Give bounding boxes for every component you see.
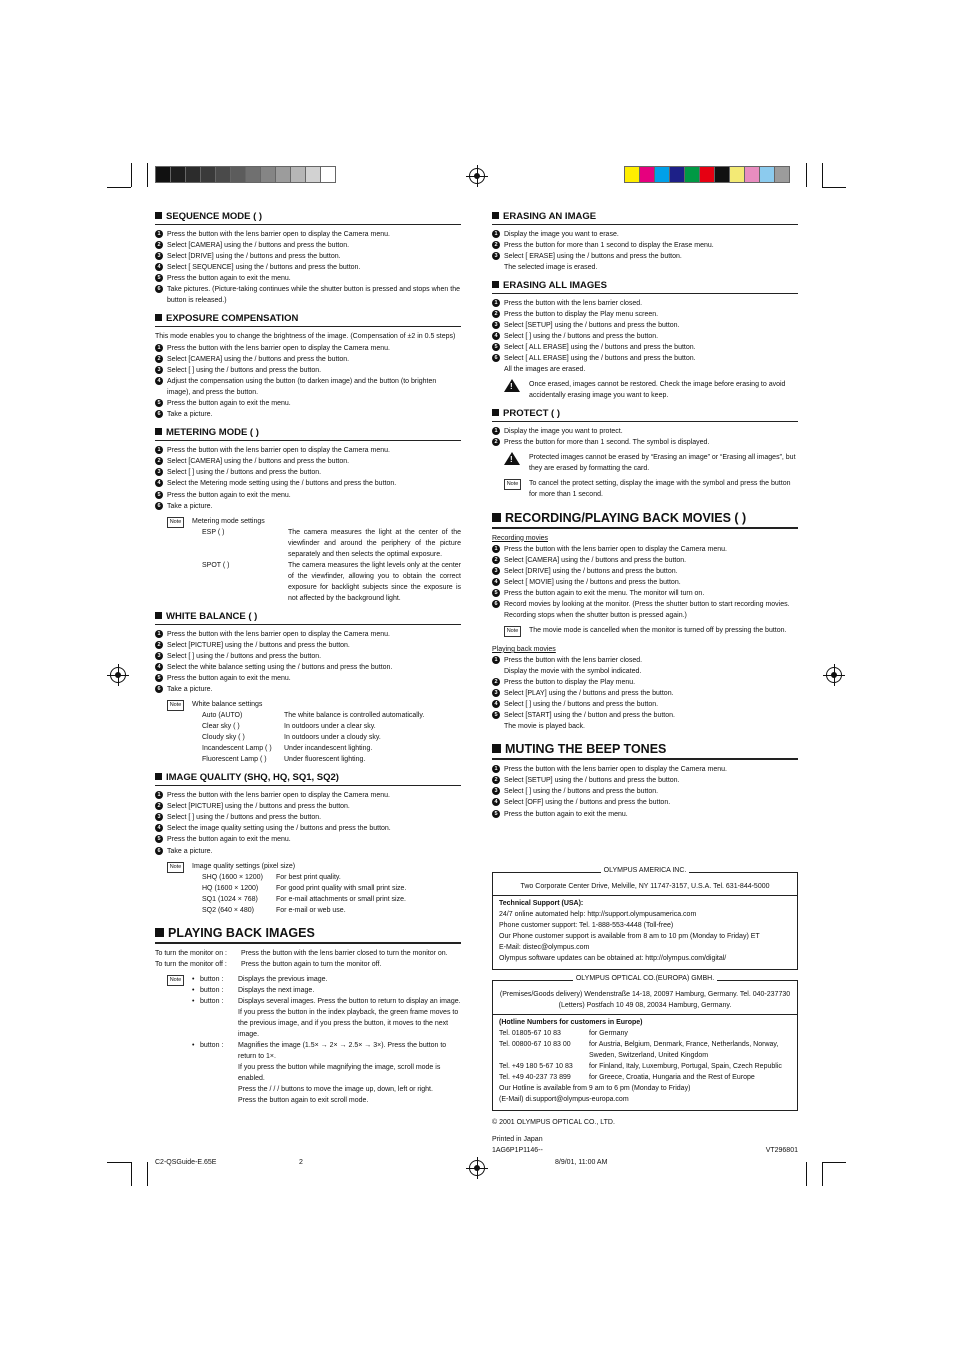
step-item: 5 Press the button again to exit the menu. — [155, 673, 461, 684]
note-title: Metering mode settings — [192, 517, 265, 525]
step-number-icon: 3 — [155, 468, 163, 476]
step-item: 6 Take a picture. — [155, 846, 461, 857]
step-item: 4 Adjust the compensation using the button (to darken image) and the button (to brighten image), and press the button. — [155, 376, 461, 398]
note-icon: Note — [167, 700, 184, 711]
playback-buttons-table — [192, 974, 461, 1107]
step-item: 2 Select [CAMERA] using the / buttons and press the button. — [492, 555, 798, 566]
step-item: 3 Select [ ] using the / buttons and press the button. — [492, 786, 798, 797]
registration-mark — [826, 667, 842, 683]
step-number-icon: 4 — [155, 263, 163, 271]
crop-mark — [822, 187, 846, 188]
table-row: • button : Displays several images. Press the button to return to display an image. — [192, 998, 461, 1005]
olympus-america-box: OLYMPUS AMERICA INC. Two Corporate Center Drive, Melville, NY 11747-3157, U.S.A. Tel. 631-844-5000 Technical Support (USA): 24/7 online automated help: http://support.olympusamerica.com Phone customer support: Tel. 1-888-553-4448 (Toll-free) Our Phone customer support is available from 8 am to 10 pm (Monday to Friday) ET E-Mail: distec@olympus.com Olympus software updates can be obtained at: http://olympus.com/digital/ — [492, 872, 798, 970]
step-number-icon: 2 — [155, 241, 163, 249]
steps-list — [155, 629, 461, 695]
step-item: 1 Press the button with the lens barrier open to display the Camera menu. — [155, 229, 461, 240]
steps-list — [155, 790, 461, 856]
section-heading: METERING MODE ( ) — [155, 427, 461, 441]
footer-date: 8/9/01, 11:00 AM — [555, 1159, 608, 1166]
crop-mark — [131, 1162, 132, 1186]
step-number-icon: 5 — [155, 674, 163, 682]
step-number-icon: 6 — [155, 502, 163, 510]
table-row: Press the button again to exit scroll mode. — [238, 1097, 369, 1105]
step-item: 2 Select [SETUP] using the / buttons and press the button. — [492, 775, 798, 786]
settings-table — [192, 710, 461, 765]
step-item: 5 Press the button again to exit the menu. — [155, 273, 461, 284]
step-number-icon: 4 — [492, 700, 500, 708]
table-row: Clear sky ( ) In outdoors under a clear sky. — [202, 723, 376, 731]
step-item: 4 Select the Metering mode setting using the / buttons and press the button. — [155, 478, 461, 489]
step-number-icon: 5 — [492, 589, 500, 597]
step-number-icon: 6 — [155, 285, 163, 293]
step-number-icon: 1 — [492, 299, 500, 307]
step-item: 5 Press the button again to exit the menu. — [155, 398, 461, 409]
step-item: 2 Select [CAMERA] using the / buttons and press the button. — [155, 354, 461, 365]
hotline-table — [499, 1028, 791, 1083]
step-item: 3 Select [SETUP] using the / buttons and press the button. — [492, 320, 798, 331]
step-item: 3 Select [ ] using the / buttons and press the button. — [155, 651, 461, 662]
step-number-icon: 1 — [155, 344, 163, 352]
note-block — [155, 516, 461, 604]
step-number-icon: 2 — [492, 438, 500, 446]
color-patch — [744, 166, 760, 183]
crop-mark — [806, 163, 807, 187]
step-number-icon: 6 — [492, 354, 500, 362]
step-item: 4 Select the image quality setting using the / buttons and press the button. — [155, 823, 461, 834]
step-number-icon: 4 — [155, 377, 163, 385]
intro-text: This mode enables you to change the brightness of the image. (Compensation of ±2 in 0.5 steps) — [155, 333, 456, 341]
step-item: 4 Select [ ] using the / buttons and press the button. — [492, 331, 798, 342]
settings-table — [192, 527, 461, 604]
step-item: 3 Select [DRIVE] using the / buttons and press the button. — [155, 251, 461, 262]
table-row: • button : Displays the previous image. — [192, 975, 328, 983]
printed-in: Printed in Japan — [492, 1136, 543, 1144]
step-number-icon: 1 — [492, 545, 500, 553]
table-row: • button : Magnifies the image (1.5× → 2× → 2.5× → 3×). Press the button to return to 1×. — [192, 1042, 447, 1061]
olympus-europa-box: OLYMPUS OPTICAL CO.(EUROPA) GMBH. (Premises/Goods delivery) Wendenstraße 14-18, 20097 Hamburg, Germany. Tel. 040-237730 (Letters) Postfach 10 49 08, 20034 Hamburg, Germany. (Hotline Numbers for customers in Europe) Tel. 01805-67 10 83 for Germany Tel. 00800-67 10 83 00 for Austria, Belgium, Denmark, France, Netherlands, Norway, Sweden, Switzerland, United Kingdom Tel. +49 180 5-67 10 83 for Finland, Italy, Luxemburg, Portugal, Spain, Czech Republic Tel. +49 40-237 73 899 for Greece, Croatia, Hungaria and the Rest of Europe Our Hotline is available from 9 am to 6 pm (Monday to Friday) (E-Mail) di.support@olympus-europa.com — [492, 980, 798, 1111]
step-item: 1 Press the button with the lens barrier open to display the Camera menu. — [155, 629, 461, 640]
color-patch — [699, 166, 715, 183]
step-item: 3 Select [ ] using the / buttons and press the button. — [155, 365, 461, 376]
table-row: ESP ( ) The camera measures the light at the center of the viewfinder and around the periphery of the picture separately and then selects the optimal exposure. — [202, 528, 461, 558]
step-item: 6 Take a picture. — [155, 684, 461, 695]
table-row: Press the / / / buttons to move the image up, down, left or right. — [238, 1086, 433, 1094]
step-item: 5 Select [ ALL ERASE] using the / buttons and press the button. — [492, 342, 798, 353]
step-item: 2 Press the button for more than 1 second. The symbol is displayed. — [492, 437, 798, 448]
table-row: • button : Displays the next image. — [192, 986, 315, 994]
note-title: White balance settings — [192, 701, 263, 709]
result-text: The movie is played back. — [504, 723, 585, 731]
step-number-icon: 2 — [155, 802, 163, 810]
note-icon: Note — [504, 626, 521, 637]
step-number-icon: 1 — [492, 230, 500, 238]
steps-list — [492, 764, 798, 819]
color-patch — [275, 166, 291, 183]
step-item: 2 Select [CAMERA] using the / buttons and press the button. — [155, 240, 461, 251]
table-row: SQ2 (640 × 480) For e-mail or web use. — [202, 906, 346, 914]
note-icon: Note — [167, 862, 184, 873]
color-patch — [669, 166, 685, 183]
support-line: Olympus software updates can be obtained at: http://olympus.com/digital/ — [499, 954, 727, 962]
color-patch — [714, 166, 730, 183]
step-number-icon: 2 — [155, 641, 163, 649]
crop-mark — [822, 163, 823, 187]
step-number-icon: 2 — [492, 678, 500, 686]
color-calibration-bar — [624, 166, 789, 183]
table-row: Incandescent Lamp ( ) Under incandescent lighting. — [202, 745, 373, 753]
step-number-icon: 1 — [492, 656, 500, 664]
table-row: Tel. +49 40-237 73 899 for Greece, Croatia, Hungaria and the Rest of Europe — [499, 1074, 755, 1082]
step-item: 4 Select [OFF] using the / buttons and press the button. — [492, 797, 798, 808]
step-item: 4 Select [ MOVIE] using the / buttons and press the button. — [492, 577, 798, 588]
steps-list: 1 Press the button with the lens barrier closed. Display the movie with the symbol indicated. 2 Press the button to display the Play menu. 3 Select [PLAY] using the / buttons and press the button. 4 Select [ ] using the / buttons and press the button. 5 Select [START] using the / button and press the button. — [492, 655, 798, 721]
note-block: Note The movie mode is cancelled when the monitor is turned off by pressing the button. — [492, 625, 798, 636]
crop-mark — [822, 1162, 823, 1186]
step-item: 6 Take pictures. (Picture-taking continues while the shutter button is pressed and stops when the button is released.) — [155, 284, 461, 306]
table-row: HQ (1600 × 1200) For good print quality with small print size. — [202, 884, 407, 892]
step-item: 2 Press the button to display the Play menu screen. — [492, 309, 798, 320]
step-item: 2 Select [PICTURE] using the / buttons and press the button. — [155, 801, 461, 812]
step-item: 3 Select [ ] using the / buttons and press the button. — [155, 812, 461, 823]
monitor-off-row: To turn the monitor off : Press the button again to turn the monitor off. — [155, 960, 382, 968]
color-patch — [185, 166, 201, 183]
step-number-icon: 4 — [492, 332, 500, 340]
step-item: 5 Press the button again to exit the menu. The monitor will turn on. — [492, 588, 798, 599]
step-number-icon: 3 — [155, 652, 163, 660]
registration-mark — [469, 168, 485, 184]
step-number-icon: 1 — [492, 765, 500, 773]
color-patch — [290, 166, 306, 183]
step-number-icon: 4 — [492, 578, 500, 586]
color-patch — [759, 166, 775, 183]
subheading: Recording movies — [492, 534, 549, 542]
copyright: © 2001 OLYMPUS OPTICAL CO., LTD. — [492, 1119, 615, 1127]
section-heading-large: PLAYING BACK IMAGES — [155, 926, 461, 944]
color-patch — [624, 166, 640, 183]
crop-mark — [147, 163, 148, 187]
crop-mark — [806, 1162, 807, 1186]
section-heading: SEQUENCE MODE ( ) — [155, 211, 461, 225]
step-number-icon: 5 — [155, 274, 163, 282]
caution-block: ! Protected images cannot be erased by “Erasing an image” or “Erasing all images”, but they are erased by formatting the card. — [492, 452, 798, 474]
step-number-icon: 3 — [155, 366, 163, 374]
step-item: 1 Press the button with the lens barrier closed. — [492, 298, 798, 309]
table-row: Tel. 00800-67 10 83 00 for Austria, Belgium, Denmark, France, Netherlands, Norway, Sweden, Switzerland, United Kingdom — [499, 1041, 779, 1060]
doc-code: VT296801 — [765, 1147, 798, 1155]
caution-icon — [504, 379, 520, 394]
step-number-icon: 3 — [492, 321, 500, 329]
step-number-icon: 5 — [155, 491, 163, 499]
steps-list — [492, 426, 798, 448]
table-row: SPOT ( ) The camera measures the light levels only at the center of the viewfinder, allowing you to obtain the correct exposure for backlight subjects since the exposure is not affected by the background light. — [202, 561, 461, 602]
color-patch — [170, 166, 186, 183]
section-heading: ERASING ALL IMAGES — [492, 280, 798, 294]
part-code: 1AG6P1P1146-- — [492, 1147, 543, 1155]
caution-block: ! Once erased, images cannot be restored. Check the image before erasing to avoid accidentally erasing image you want to keep. — [492, 379, 798, 401]
table-row: Tel. 01805-67 10 83 for Germany — [499, 1030, 628, 1038]
color-patch — [215, 166, 231, 183]
crop-mark — [131, 163, 132, 187]
step-item: 5 Press the button again to exit the menu. — [155, 490, 461, 501]
step-number-icon: 4 — [155, 663, 163, 671]
step-number-icon: 4 — [155, 824, 163, 832]
note-block — [155, 974, 461, 1107]
crop-mark — [822, 1162, 846, 1163]
step-number-icon: 3 — [492, 689, 500, 697]
step-item: 2 Press the button for more than 1 second to display the Erase menu. — [492, 240, 798, 251]
support-line: Phone customer support: Tel. 1-888-553-4448 (Toll-free) — [499, 921, 674, 929]
step-number-icon: 3 — [492, 787, 500, 795]
step-item: 6 Record movies by looking at the monitor. (Press the shutter button to start recording movies. Recording stops when the shutter button is pressed again.) — [492, 599, 798, 621]
step-item: 1 Display the image you want to erase. — [492, 229, 798, 240]
step-number-icon: 6 — [155, 410, 163, 418]
note-block: Note To cancel the protect setting, display the image with the symbol and press the button for more than 1 second. — [492, 478, 798, 500]
step-item: 2 Select [CAMERA] using the / buttons and press the button. — [155, 456, 461, 467]
step-item: 4 Select the white balance setting using the / buttons and press the button. — [155, 662, 461, 673]
step-number-icon: 3 — [492, 567, 500, 575]
table-row: SQ1 (1024 × 768) For e-mail attachments or small print size. — [202, 895, 406, 903]
crop-mark — [107, 187, 131, 188]
section-heading-large: MUTING THE BEEP TONES — [492, 742, 798, 760]
crop-mark — [147, 1162, 148, 1186]
step-item: 1 Press the button with the lens barrier open to display the Camera menu. — [155, 343, 461, 354]
color-patch — [305, 166, 321, 183]
result-text: All the images are erased. — [504, 366, 586, 374]
settings-table — [192, 872, 461, 916]
step-number-icon: 3 — [155, 813, 163, 821]
step-item: 6 Select [ ALL ERASE] using the / buttons and press the button. — [492, 353, 798, 364]
steps-list — [155, 343, 461, 420]
step-number-icon: 2 — [492, 776, 500, 784]
step-number-icon: 2 — [155, 355, 163, 363]
caution-icon — [504, 452, 520, 467]
table-row: If you press the button in the index playback, the green frame moves to the previous image, and if you press the button, it moves to the next image. — [238, 1009, 459, 1039]
step-item: 1 Press the button with the lens barrier open to display the Camera menu. — [155, 445, 461, 456]
crop-mark — [107, 1162, 131, 1163]
result-text: The selected image is erased. — [504, 264, 598, 272]
monitor-on-row: To turn the monitor on : Press the button with the lens barrier closed to turn the monitor on. — [155, 949, 448, 957]
color-patch — [654, 166, 670, 183]
step-number-icon: 1 — [155, 791, 163, 799]
step-number-icon: 5 — [155, 399, 163, 407]
color-patch — [684, 166, 700, 183]
step-item: 5 Select [START] using the / button and press the button. — [492, 710, 798, 721]
step-item: 5 Press the button again to exit the menu. — [492, 809, 798, 820]
step-item: 1 Display the image you want to protect. — [492, 426, 798, 437]
table-row: Fluorescent Lamp ( ) Under fluorescent lighting. — [202, 756, 366, 764]
note-block — [155, 699, 461, 765]
step-item: 2 Select [PICTURE] using the / buttons and press the button. — [155, 640, 461, 651]
steps-list — [492, 544, 798, 621]
table-row: SHQ (1600 × 1200) For best print quality. — [202, 873, 341, 881]
left-column — [155, 209, 461, 1108]
step-item: 3 Select [PLAY] using the / buttons and press the button. — [492, 688, 798, 699]
step-number-icon: 6 — [155, 847, 163, 855]
step-item: 6 Take a picture. — [155, 409, 461, 420]
step-item: 1 Press the button with the lens barrier open to display the Camera menu. — [492, 764, 798, 775]
step-number-icon: 5 — [492, 810, 500, 818]
note-icon: Note — [167, 975, 184, 986]
step-number-icon: 2 — [492, 241, 500, 249]
support-line: Our Phone customer support is available from 8 am to 10 pm (Monday to Friday) ET — [499, 932, 760, 940]
gray-calibration-bar — [155, 166, 335, 183]
step-number-icon: 5 — [492, 711, 500, 719]
step-item: 2 Press the button to display the Play menu. — [492, 677, 798, 688]
color-patch — [260, 166, 276, 183]
step-number-icon: 4 — [155, 479, 163, 487]
step-item: 3 Select [ ] using the / buttons and press the button. — [155, 467, 461, 478]
color-patch — [320, 166, 336, 183]
step-number-icon: 2 — [155, 457, 163, 465]
registration-mark — [469, 1160, 485, 1176]
table-row: If you press the button while magnifying the image, scroll mode is enabled. — [238, 1064, 441, 1083]
table-row: Cloudy sky ( ) In outdoors under a cloudy sky. — [202, 734, 381, 742]
right-column — [492, 209, 798, 1156]
color-patch — [639, 166, 655, 183]
step-number-icon: 2 — [492, 310, 500, 318]
color-patch — [230, 166, 246, 183]
step-number-icon: 5 — [492, 343, 500, 351]
step-number-icon: 1 — [155, 230, 163, 238]
step-item: 1 Press the button with the lens barrier open to display the Camera menu. — [155, 790, 461, 801]
step-number-icon: 6 — [155, 685, 163, 693]
step-item: 1 Press the button with the lens barrier open to display the Camera menu. — [492, 544, 798, 555]
step-item: 3 Select [ ERASE] using the / buttons and press the button. — [492, 251, 798, 262]
step-number-icon: 3 — [155, 252, 163, 260]
steps-list — [492, 229, 798, 262]
section-heading: ERASING AN IMAGE — [492, 211, 798, 225]
note-block — [155, 861, 461, 916]
color-patch — [245, 166, 261, 183]
table-row: Auto (AUTO) The white balance is controlled automatically. — [202, 712, 425, 720]
registration-mark — [110, 667, 126, 683]
steps-list — [155, 229, 461, 306]
support-line: 24/7 online automated help: http://support.olympusamerica.com — [499, 910, 697, 918]
section-heading: IMAGE QUALITY (SHQ, HQ, SQ1, SQ2) — [155, 772, 461, 786]
step-item: 5 Press the button again to exit the menu. — [155, 834, 461, 845]
step-number-icon: 6 — [492, 600, 500, 608]
note-title: Image quality settings (pixel size) — [192, 862, 296, 870]
step-number-icon: 1 — [492, 427, 500, 435]
subheading: Playing back movies — [492, 645, 556, 653]
note-icon: Note — [167, 517, 184, 528]
step-number-icon: 1 — [155, 630, 163, 638]
note-icon: Note — [504, 479, 521, 490]
step-number-icon: 1 — [155, 446, 163, 454]
section-heading: EXPOSURE COMPENSATION — [155, 313, 461, 327]
color-patch — [155, 166, 171, 183]
color-patch — [200, 166, 216, 183]
section-heading-large: RECORDING/PLAYING BACK MOVIES ( ) — [492, 511, 798, 529]
step-number-icon: 5 — [155, 835, 163, 843]
step-item: 6 Take a picture. — [155, 501, 461, 512]
steps-list — [492, 298, 798, 364]
support-line: E-Mail: distec@olympus.com — [499, 943, 590, 951]
steps-list — [155, 445, 461, 511]
step-number-icon: 2 — [492, 556, 500, 564]
section-heading: PROTECT ( ) — [492, 408, 798, 422]
color-patch — [774, 166, 790, 183]
step-item: 1 Press the button with the lens barrier closed. — [492, 655, 798, 666]
step-item: 4 Select [ ] using the / buttons and press the button. — [492, 699, 798, 710]
footer-file: C2-QSGuide-E.65E — [155, 1159, 217, 1166]
table-row: Tel. +49 180 5-67 10 83 for Finland, Italy, Luxemburg, Portugal, Spain, Czech Republic — [499, 1063, 782, 1071]
step-item: 3 Select [DRIVE] using the / buttons and press the button. — [492, 566, 798, 577]
step-number-icon: 3 — [492, 252, 500, 260]
step-number-icon: 4 — [492, 798, 500, 806]
step-item: 4 Select [ SEQUENCE] using the / buttons and press the button. — [155, 262, 461, 273]
section-heading: WHITE BALANCE ( ) — [155, 611, 461, 625]
footer-page: 2 — [299, 1159, 303, 1166]
color-patch — [729, 166, 745, 183]
